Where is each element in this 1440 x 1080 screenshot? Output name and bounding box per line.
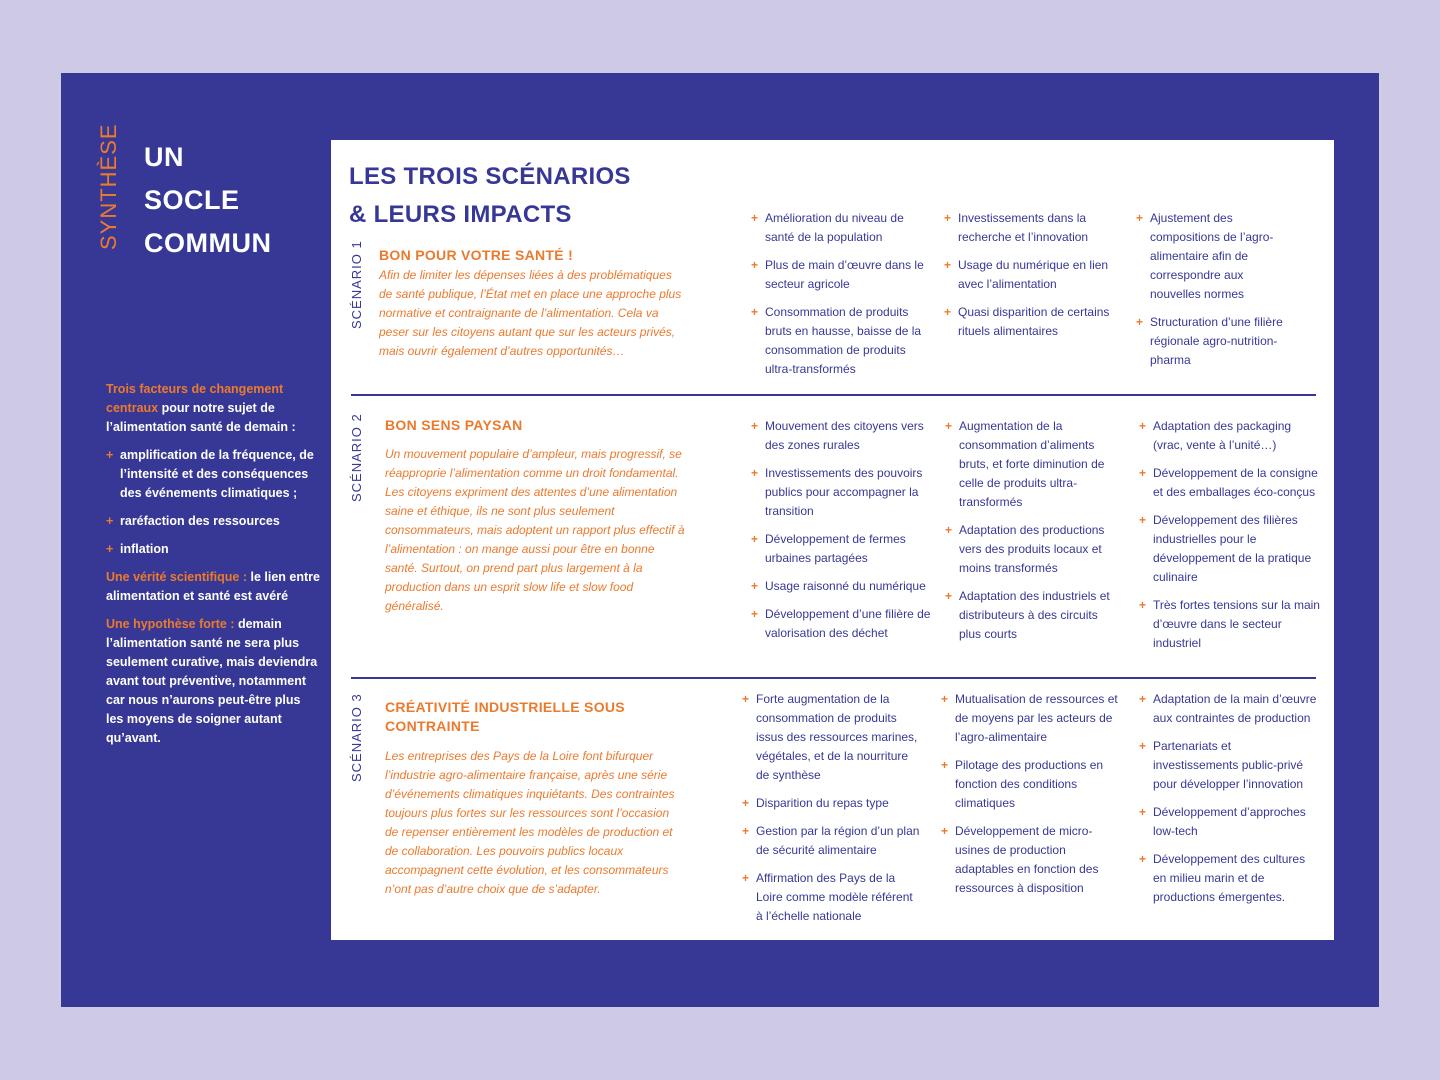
factor-item: + inflation bbox=[106, 540, 321, 559]
factor-item: + raréfaction des ressources bbox=[106, 512, 321, 531]
scenario-2-impacts-col-2 bbox=[945, 417, 1115, 653]
scenario-1-title: BON POUR VOTRE SANTÉ ! bbox=[379, 247, 574, 263]
plus-icon: + bbox=[1139, 692, 1147, 706]
plus-icon: + bbox=[751, 579, 759, 593]
scenario-divider bbox=[351, 394, 1316, 396]
plus-icon: + bbox=[941, 692, 949, 706]
plus-icon: + bbox=[941, 758, 949, 772]
scenario-1-label: SCÉNARIO 1 bbox=[349, 240, 364, 329]
impact-item: + Adaptation des packaging (vrac, vente à l’unité…) bbox=[1139, 419, 1292, 452]
plus-icon: + bbox=[1139, 739, 1147, 753]
scenario-1-impacts-col-3 bbox=[1136, 209, 1296, 379]
scenario-2-impacts-col-3 bbox=[1139, 417, 1321, 662]
plus-icon: + bbox=[945, 589, 953, 603]
title-line: COMMUN bbox=[144, 228, 272, 258]
plus-icon: + bbox=[742, 692, 750, 706]
scenario-2-impacts-col-1 bbox=[751, 417, 933, 652]
synthese-label: SYNTHÈSE bbox=[96, 123, 121, 250]
plus-icon: + bbox=[742, 824, 750, 838]
plus-icon: + bbox=[106, 542, 114, 556]
impact-item: + Augmentation de la consommation d’aliments bruts, et forte diminution de celle de produits ultra-transformés bbox=[945, 419, 1105, 509]
scenario-3-title: CRÉATIVITÉ INDUSTRIELLE SOUS CONTRAINTE bbox=[385, 699, 625, 734]
scenario-1-impacts-col-2 bbox=[944, 209, 1124, 350]
impact-item: + Très fortes tensions sur la main d’œuvre dans le secteur industriel bbox=[1139, 598, 1320, 650]
panel-title: LES TROIS SCÉNARIOS & LEURS IMPACTS bbox=[349, 163, 631, 228]
plus-icon: + bbox=[742, 796, 750, 810]
factor-item: + amplification de la fréquence, de l’intensité et des conséquences des événements climatiques ; bbox=[106, 448, 314, 500]
plus-icon: + bbox=[1139, 466, 1147, 480]
impact-item: + Développement d’approches low-tech bbox=[1139, 805, 1306, 838]
plus-icon: + bbox=[106, 448, 114, 462]
page-title bbox=[144, 136, 271, 265]
plus-icon: + bbox=[944, 305, 952, 319]
impact-item: + Investissements des pouvoirs publics pour accompagner la transition bbox=[751, 466, 923, 518]
plus-icon: + bbox=[1139, 419, 1147, 433]
scenario-1-description: Afin de limiter les dépenses liées à des problématiques de santé publique, l’État met en place une approche plus normative et contraignante de l’alimentation. Cela va peser sur les citoyens autant que sur les acteurs privés, mais ouvrir également d’autres opportunités… bbox=[379, 268, 682, 358]
title-line: SOCLE bbox=[144, 185, 240, 215]
plus-icon: + bbox=[1136, 211, 1144, 225]
plus-icon: + bbox=[945, 419, 953, 433]
impact-item: + Quasi disparition de certains rituels alimentaires bbox=[944, 305, 1110, 338]
plus-icon: + bbox=[1139, 805, 1147, 819]
plus-icon: + bbox=[1136, 315, 1144, 329]
factor-list bbox=[106, 446, 321, 559]
plus-icon: + bbox=[751, 211, 759, 225]
scenarios-panel bbox=[331, 140, 1334, 940]
plus-icon: + bbox=[742, 871, 750, 885]
impact-item: + Développement des cultures en milieu marin et de productions émergentes. bbox=[1139, 852, 1306, 904]
impact-item: + Adaptation de la main d’œuvre aux contraintes de production bbox=[1139, 692, 1317, 725]
hypothesis-paragraph: Une hypothèse forte : demain l’alimentation santé ne sera plus seulement curative, mais deviendra avant tout préventive, notamment car nous n’aurons peut-être plus les moyens de soigner autant qu’avant. bbox=[106, 617, 318, 745]
impact-item: + Pilotage des productions en fonction des conditions climatiques bbox=[941, 758, 1104, 810]
scenario-1-impacts-col-1 bbox=[751, 209, 931, 388]
impact-item: + Mouvement des citoyens vers des zones rurales bbox=[751, 419, 924, 452]
impact-item: + Gestion par la région d’un plan de sécurité alimentaire bbox=[742, 824, 920, 857]
plus-icon: + bbox=[751, 532, 759, 546]
impact-item: + Usage du numérique en lien avec l’alimentation bbox=[944, 258, 1109, 291]
impact-item: + Investissements dans la recherche et l’innovation bbox=[944, 211, 1089, 244]
impact-item: + Développement de la consigne et des emballages éco-conçus bbox=[1139, 466, 1318, 499]
impact-item: + Disparition du repas type bbox=[742, 794, 922, 813]
scenario-2-label: SCÉNARIO 2 bbox=[349, 413, 364, 502]
scenario-3-impacts-col-3 bbox=[1139, 690, 1319, 916]
impact-item: + Adaptation des industriels et distributeurs à des circuits plus courts bbox=[945, 589, 1110, 641]
plus-icon: + bbox=[1139, 513, 1147, 527]
plus-icon: + bbox=[751, 305, 759, 319]
plus-icon: + bbox=[1139, 598, 1147, 612]
intro-paragraph: Trois facteurs de changement centraux pour notre sujet de l’alimentation santé de demain : bbox=[106, 382, 296, 434]
scenario-3-impacts-col-1 bbox=[742, 690, 922, 935]
impact-item: + Consommation de produits bruts en hausse, baisse de la consommation de produits ultra-transformés bbox=[751, 305, 922, 376]
impact-item: + Plus de main d’œuvre dans le secteur agricole bbox=[751, 258, 924, 291]
scenario-divider bbox=[351, 677, 1316, 679]
sidebar-text bbox=[106, 380, 321, 757]
plus-icon: + bbox=[751, 419, 759, 433]
plus-icon: + bbox=[1139, 852, 1147, 866]
impact-item: + Développement de fermes urbaines partagées bbox=[751, 532, 906, 565]
title-line: UN bbox=[144, 142, 184, 172]
plus-icon: + bbox=[944, 258, 952, 272]
scenario-3-impacts-col-2 bbox=[941, 690, 1121, 907]
impact-item: + Adaptation des productions vers des produits locaux et moins transformés bbox=[945, 523, 1105, 575]
plus-icon: + bbox=[751, 466, 759, 480]
plus-icon: + bbox=[944, 211, 952, 225]
scenario-3-label: SCÉNARIO 3 bbox=[349, 693, 364, 782]
impact-item: + Mutualisation de ressources et de moyens par les acteurs de l’agro-alimentaire bbox=[941, 692, 1118, 744]
impact-item: + Forte augmentation de la consommation de produits issus des ressources marines, végétales, et de la nourriture de synthèse bbox=[742, 692, 918, 782]
impact-item: + Affirmation des Pays de la Loire comme modèle référent à l’échelle nationale bbox=[742, 871, 913, 923]
scenario-3-description: Les entreprises des Pays de la Loire font bifurquer l’industrie agro-alimentaire française, après une série d’événements climatiques inquiétants. Des contraintes toujours plus fortes sur les ressources sont l’occasion de repenser entièrement les modèles de production et de collaboration. Les pouvoirs publics locaux accompagnent cette évolution, et les consommateurs n’ont pas d’autre choix que de s’adapter. bbox=[385, 749, 675, 896]
impact-item: + Développement de micro-usines de production adaptables en fonction des ressources à disposition bbox=[941, 824, 1099, 895]
impact-item: + Ajustement des compositions de l’agro-alimentaire afin de correspondre aux nouvelles normes bbox=[1136, 211, 1274, 301]
plus-icon: + bbox=[941, 824, 949, 838]
scenario-2-description: Un mouvement populaire d’ampleur, mais progressif, se réapproprie l’alimentation comme un droit fondamental. Les citoyens expriment des attentes d’une alimentation saine et éthique, ils ne sont plus seulement consommateurs, mais adoptent un rapport plus effectif à l’alimentation : on mange aussi pour être en bonne santé. Surtout, on prend part plus largement à la production dans un esprit slow life et slow food généralisé. bbox=[385, 447, 685, 613]
plus-icon: + bbox=[751, 258, 759, 272]
plus-icon: + bbox=[751, 607, 759, 621]
plus-icon: + bbox=[106, 514, 114, 528]
impact-item: + Amélioration du niveau de santé de la population bbox=[751, 211, 904, 244]
impact-item: + Structuration d’une filière régionale agro-nutrition-pharma bbox=[1136, 315, 1283, 367]
scenario-2-title: BON SENS PAYSAN bbox=[385, 417, 523, 433]
impact-item: + Usage raisonné du numérique bbox=[751, 577, 933, 596]
impact-item: + Partenariats et investissements public-privé pour développer l’innovation bbox=[1139, 739, 1304, 791]
plus-icon: + bbox=[945, 523, 953, 537]
truth-paragraph: Une vérité scientifique : le lien entre alimentation et santé est avéré bbox=[106, 570, 320, 603]
impact-item: + Développement d’une filière de valorisation des déchet bbox=[751, 607, 931, 640]
impact-item: + Développement des filières industrielles pour le développement de la pratique culinaire bbox=[1139, 513, 1312, 584]
